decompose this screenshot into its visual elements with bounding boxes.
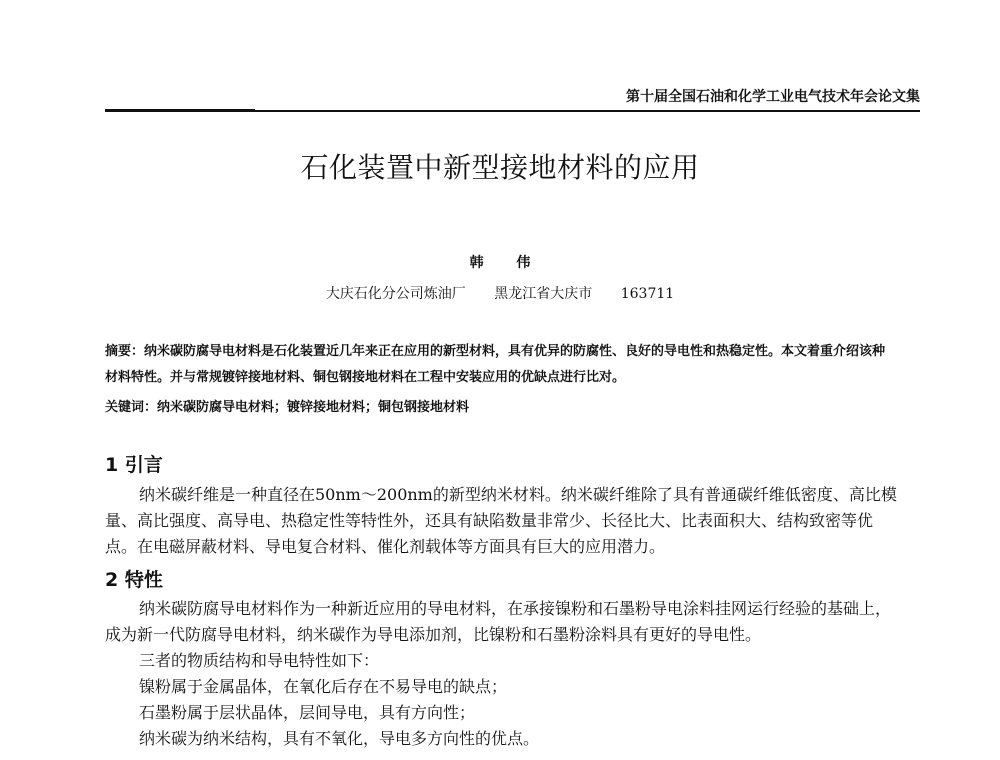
affiliation-postcode: 163711 xyxy=(620,286,675,302)
introduction-paragraph: 纳米碳纤维是一种直径在50nm～200nm的新型纳米材料。纳米碳纤维除了具有普通碳纤维低密度、高比模量、高比强度、高导电、热稳定性等特性外，还具有缺陷数量非常少、长径比大、比表面积大、结构致密等优点。在电磁屏蔽材料、导电复合材料、催化剂载体等方面具有巨大的应用潜力。 xyxy=(105,485,897,556)
header-rule-accent xyxy=(105,109,255,112)
author-name: 韩 伟 xyxy=(469,255,545,271)
abstract xyxy=(105,339,895,391)
affiliation-org: 大庆石化分公司炼油厂 xyxy=(325,286,466,302)
abstract-label: 摘要： xyxy=(105,344,145,359)
affiliation-location: 黑龙江省大庆市 xyxy=(494,286,593,302)
keywords-text: 纳米碳防腐导电材料；镀锌接地材料；铜包钢接地材料 xyxy=(157,400,470,415)
properties-paragraph: 纳米碳防腐导电材料作为一种新近应用的导电材料，在承接镍粉和石墨粉导电涂料挂网运行经验的基础上，成为新一代防腐导电材料，纳米碳作为导电添加剂，比镍粉和石墨粉涂料具有更好的导电性。 xyxy=(105,599,892,644)
section-heading-properties: 2 特性 xyxy=(105,569,163,591)
abstract-text: 纳米碳防腐导电材料是石化装置近几年来正在应用的新型材料，具有优异的防腐性、良好的导电性和热稳定性。本文着重介绍该种材料特性。并与常规镀锌接地材料、铜包钢接地材料在工程中安装应用的优缺点进行比对。 xyxy=(105,344,886,385)
author-affiliation xyxy=(0,283,1000,303)
properties-line: 镍粉属于金属晶体，在氧化后存在不易导电的缺点； xyxy=(139,677,508,696)
properties-line: 石墨粉属于层状晶体，层间导电，具有方向性； xyxy=(139,703,476,722)
section-heading-introduction: 1 引言 xyxy=(105,454,163,476)
keywords-label: 关键词： xyxy=(105,400,158,415)
paper-title: 石化装置中新型接地材料的应用 xyxy=(300,151,700,184)
keywords xyxy=(105,395,895,421)
running-header: 第十届全国石油和化学工业电气技术年会论文集 xyxy=(626,89,920,105)
properties-line: 纳米碳为纳米结构，具有不氧化，导电多方向性的优点。 xyxy=(139,729,540,748)
properties-line: 三者的物质结构和导电特性如下： xyxy=(139,651,380,670)
